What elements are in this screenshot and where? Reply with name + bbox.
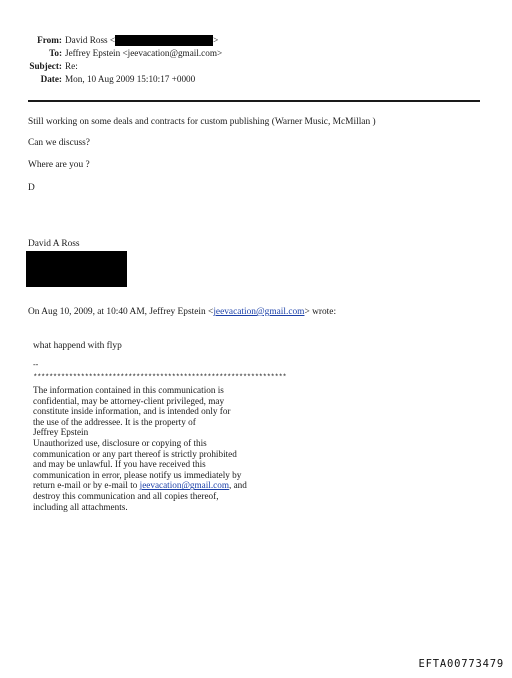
to-label: To:: [49, 48, 62, 58]
from-label: From:: [37, 35, 62, 45]
disclaimer-line: The information contained in this communication is: [33, 385, 224, 395]
to-value: Jeffrey Epstein <jeevacation@gmail.com>: [65, 48, 223, 58]
attribution-pre: On Aug 10, 2009, at 10:40 AM, Jeffrey Epstein <: [28, 307, 214, 317]
quoted-message: what happend with flyp: [33, 341, 122, 351]
disclaimer-block: [33, 385, 247, 512]
date-value: Mon, 10 Aug 2009 15:10:17 +0000: [65, 74, 196, 84]
attribution-post: > wrote:: [304, 307, 337, 317]
subject-row: [0, 60, 78, 72]
redaction-signature-block: [26, 251, 127, 287]
body-line-3: Where are you ?: [28, 160, 90, 170]
disclaimer-line: communication or any part thereof is strictly prohibited: [33, 448, 237, 459]
disclaimer-line10-pre: return e-mail or by e-mail to: [33, 480, 140, 491]
sig-dash: --: [33, 360, 39, 369]
body-line-4: D: [28, 183, 35, 193]
disclaimer-line: Unauthorized use, disclosure or copying of this: [33, 437, 207, 448]
to-row: [0, 47, 222, 59]
body-line-2: Can we discuss?: [28, 138, 90, 148]
disclaimer-line10-post: , and: [228, 480, 247, 491]
date-label: Date:: [40, 74, 62, 84]
disclaimer-line: Jeffrey Epstein: [33, 427, 89, 438]
disclaimer-stars: ****************************************************************: [33, 374, 287, 382]
disclaimer-line: and may be unlawful. If you have received this: [33, 459, 206, 470]
attribution-email-link[interactable]: jeevacation@gmail.com: [213, 307, 305, 317]
redaction-from-email: [115, 35, 213, 46]
header-divider: [28, 100, 480, 102]
disclaimer-line: confidential, may be attorney-client privileged, may: [33, 395, 225, 406]
date-row: [0, 73, 195, 85]
disclaimer-email-link[interactable]: jeevacation@gmail.com: [139, 480, 229, 491]
disclaimer-line: [33, 480, 247, 491]
body-line-1: Still working on some deals and contracts for custom publishing (Warner Music, McMillan ): [28, 117, 376, 127]
document-id: EFTA00773479: [418, 658, 504, 670]
from-row: [0, 34, 218, 46]
from-value-end: >: [213, 35, 219, 45]
quote-attribution: [28, 306, 336, 318]
subject-label: Subject:: [29, 61, 62, 71]
from-value: David Ross <: [65, 35, 116, 45]
disclaimer-line: including all attachments.: [33, 501, 128, 512]
disclaimer-line: constitute inside information, and is intended only for: [33, 406, 231, 417]
disclaimer-line: destroy this communication and all copies thereof,: [33, 490, 219, 501]
signature-name: David A Ross: [28, 239, 80, 249]
subject-value: Re:: [65, 61, 78, 71]
disclaimer-line: communication in error, please notify us immediately by: [33, 469, 242, 480]
disclaimer-line: the use of the addressee. It is the property of: [33, 416, 196, 427]
